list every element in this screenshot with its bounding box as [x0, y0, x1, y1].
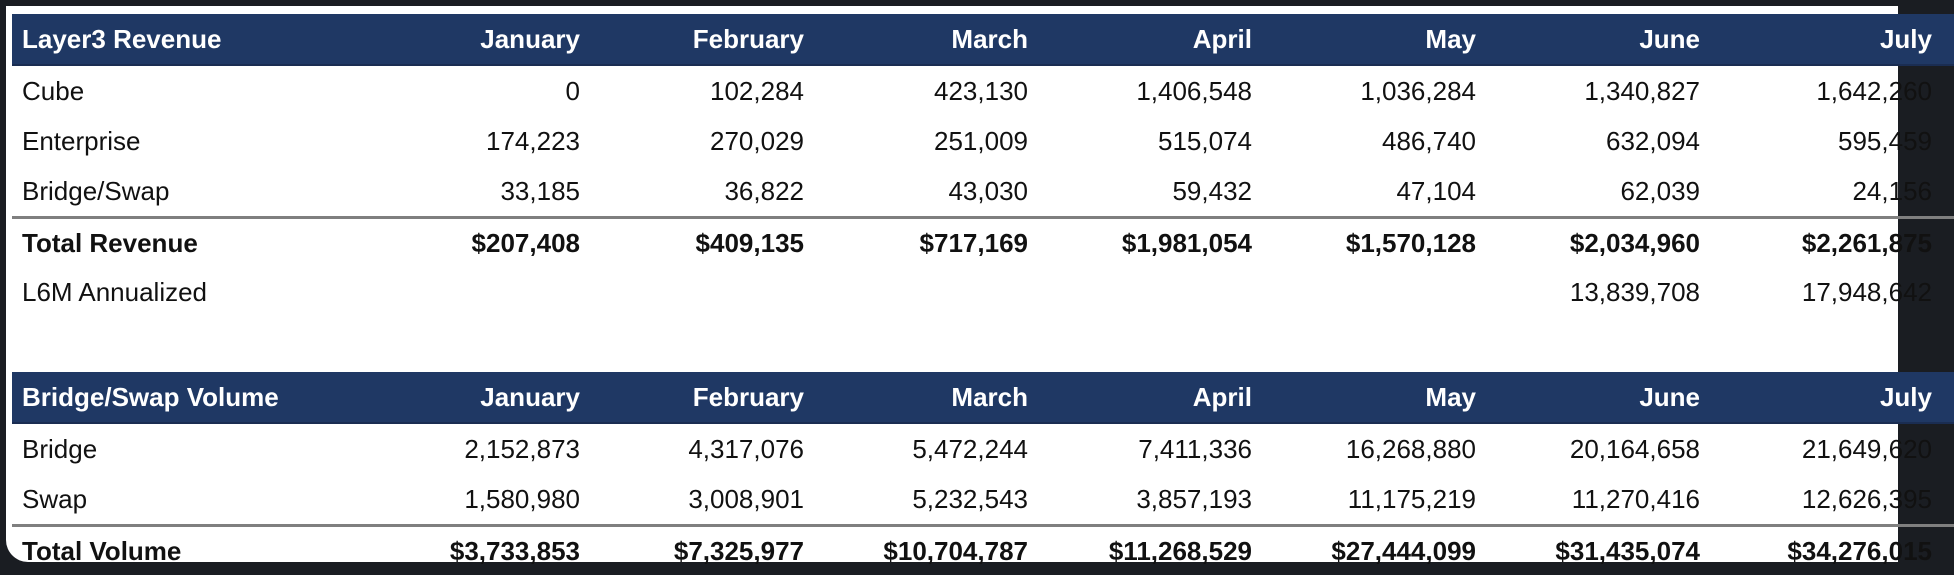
- column-header-april: April: [1050, 372, 1274, 423]
- table-cell: 20,164,658: [1498, 423, 1722, 474]
- table-cell: 47,104: [1274, 166, 1498, 218]
- table-cell: $409,135: [602, 218, 826, 268]
- column-header-february: February: [602, 372, 826, 423]
- table-cell: 7,411,336: [1050, 423, 1274, 474]
- table-cell: 43,030: [826, 166, 1050, 218]
- column-header-june: June: [1498, 372, 1722, 423]
- table-cell: [602, 267, 826, 317]
- column-header-june: June: [1498, 14, 1722, 65]
- table-cell: 632,094: [1498, 116, 1722, 166]
- table-cell: [1274, 267, 1498, 317]
- table-cell: 1,406,548: [1050, 65, 1274, 116]
- volume-header-row: [12, 372, 1954, 423]
- table-cell: 423,130: [826, 65, 1050, 116]
- revenue-table-title: Layer3 Revenue: [12, 14, 378, 65]
- table-cell: 174,223: [378, 116, 602, 166]
- column-header-july: July: [1722, 372, 1954, 423]
- table-cell: 12,626,395: [1722, 474, 1954, 526]
- table-cell: 36,822: [602, 166, 826, 218]
- row-label-enterprise: Enterprise: [12, 116, 378, 166]
- row-label-l6m-annualized: L6M Annualized: [12, 267, 378, 317]
- total-volume-row: [12, 526, 1954, 575]
- table-cell: $27,444,099: [1274, 526, 1498, 575]
- row-label-bridge-swap: Bridge/Swap: [12, 166, 378, 218]
- column-header-march: March: [826, 372, 1050, 423]
- table-cell: 11,175,219: [1274, 474, 1498, 526]
- row-label-cube: Cube: [12, 65, 378, 116]
- table-cell: 0: [378, 65, 602, 116]
- table-row: [12, 65, 1954, 116]
- table-cell: $34,276,015: [1722, 526, 1954, 575]
- table-cell: 270,029: [602, 116, 826, 166]
- table-cell: 515,074: [1050, 116, 1274, 166]
- column-header-february: February: [602, 14, 826, 65]
- table-cell: 1,036,284: [1274, 65, 1498, 116]
- table-cell: $717,169: [826, 218, 1050, 268]
- table-cell: 2,152,873: [378, 423, 602, 474]
- row-label-total-volume: Total Volume: [12, 526, 378, 575]
- table-cell: 5,472,244: [826, 423, 1050, 474]
- revenue-table: [12, 14, 1954, 317]
- table-cell: 4,317,076: [602, 423, 826, 474]
- total-revenue-row: [12, 218, 1954, 268]
- table-cell: [1050, 267, 1274, 317]
- table-cell: 3,008,901: [602, 474, 826, 526]
- table-cell: 24,156: [1722, 166, 1954, 218]
- table-row: [12, 423, 1954, 474]
- table-cell: 62,039: [1498, 166, 1722, 218]
- revenue-header-row: [12, 14, 1954, 65]
- table-cell: 1,340,827: [1498, 65, 1722, 116]
- table-cell: 1,642,260: [1722, 65, 1954, 116]
- column-header-july: July: [1722, 14, 1954, 65]
- table-cell: $2,261,875: [1722, 218, 1954, 268]
- table-cell: 3,857,193: [1050, 474, 1274, 526]
- row-label-swap: Swap: [12, 474, 378, 526]
- column-header-march: March: [826, 14, 1050, 65]
- table-cell: $207,408: [378, 218, 602, 268]
- table-cell: 59,432: [1050, 166, 1274, 218]
- table-cell: [826, 267, 1050, 317]
- table-cell: [378, 267, 602, 317]
- volume-table: [12, 372, 1954, 575]
- table-cell: 1,580,980: [378, 474, 602, 526]
- table-cell: 33,185: [378, 166, 602, 218]
- table-cell: 17,948,642: [1722, 267, 1954, 317]
- table-cell: 5,232,543: [826, 474, 1050, 526]
- table-cell: 11,270,416: [1498, 474, 1722, 526]
- table-cell: $1,570,128: [1274, 218, 1498, 268]
- table-cell: $31,435,074: [1498, 526, 1722, 575]
- column-header-april: April: [1050, 14, 1274, 65]
- column-header-may: May: [1274, 372, 1498, 423]
- column-header-january: January: [378, 14, 602, 65]
- table-row: [12, 166, 1954, 218]
- annualized-row: [12, 267, 1954, 317]
- column-header-january: January: [378, 372, 602, 423]
- table-cell: 16,268,880: [1274, 423, 1498, 474]
- table-cell: $1,981,054: [1050, 218, 1274, 268]
- table-cell: $10,704,787: [826, 526, 1050, 575]
- table-cell: $2,034,960: [1498, 218, 1722, 268]
- row-label-bridge: Bridge: [12, 423, 378, 474]
- volume-table-title: Bridge/Swap Volume: [12, 372, 378, 423]
- table-cell: $3,733,853: [378, 526, 602, 575]
- table-cell: 486,740: [1274, 116, 1498, 166]
- table-cell: $7,325,977: [602, 526, 826, 575]
- table-row: [12, 474, 1954, 526]
- row-label-total-revenue: Total Revenue: [12, 218, 378, 268]
- table-cell: 595,459: [1722, 116, 1954, 166]
- table-cell: 13,839,708: [1498, 267, 1722, 317]
- table-cell: $11,268,529: [1050, 526, 1274, 575]
- spreadsheet-sheet: [6, 6, 1898, 562]
- table-cell: 102,284: [602, 65, 826, 116]
- table-cell: 21,649,620: [1722, 423, 1954, 474]
- table-cell: 251,009: [826, 116, 1050, 166]
- table-row: [12, 116, 1954, 166]
- column-header-may: May: [1274, 14, 1498, 65]
